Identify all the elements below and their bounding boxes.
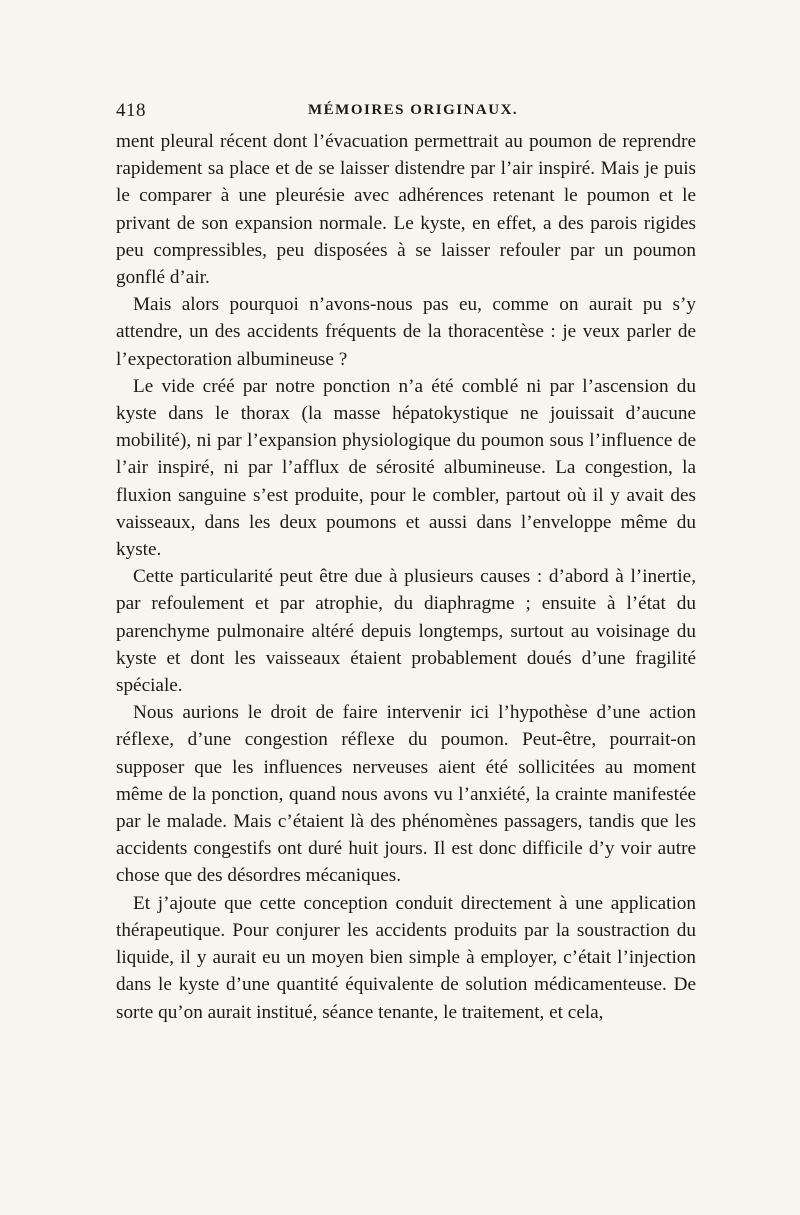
paragraph-5: Nous aurions le droit de faire intervenir ici l’hypothèse d’une action réflexe, d’une congestion réflexe du poumon. Peut-être, pourrait-on supposer que les influences nerveuses aient été sollicitées au moment même de la ponction, quand nous avons vu l’anxiété, la crainte manifestée par le malade. Mais c’étaient là des phénomènes passagers, tandis que les accidents congestifs ont duré huit jours. Il est donc difficile d’y voir autre chose que des désordres mécaniques. (116, 702, 696, 887)
page-number: 418 (116, 100, 146, 121)
paragraph-6: Et j’ajoute que cette conception conduit directement à une application thérapeutique. Pour conjurer les accidents produits par la soustraction du liquide, il y aurait eu un moyen bien simple à employer, c’était l’injection dans le kyste d’une quantité équivalente de solution médicamenteuse. De sorte qu’on aurait institué, séance tenante, le traitement, et cela, (116, 892, 696, 1023)
paragraph-3: Le vide créé par notre ponction n’a été comblé ni par l’ascension du kyste dans le thorax (la masse hépatokystique ne jouissait d’aucune mobilité), ni par l’expansion physiologique du poumon sous l’influence de l’air inspiré, ni par l’afflux de sérosité albumineuse. La congestion, la fluxion sanguine s’est produite, pour le combler, partout où il y avait des vaisseaux, dans les deux poumons et aussi dans l’enveloppe même du kyste. (116, 375, 696, 561)
paragraph-2: Mais alors pourquoi n’avons-nous pas eu, comme on aurait pu s’y attendre, un des accidents fréquents de la thoracentèse : je veux parler de l’expectoration albumineuse ? (116, 294, 696, 370)
paragraph-1: ment pleural récent dont l’évacuation permettrait au poumon de reprendre rapidement sa place et de se laisser distendre par l’air inspiré. Mais je puis le comparer à une pleurésie avec adhérences retenant le poumon et le privant de son expansion normale. Le kyste, en effet, a des parois rigides peu compressibles, peu disposées à se laisser refouler par un poumon gonflé d’air. (116, 131, 696, 289)
page-header (116, 100, 696, 128)
paragraph-4: Cette particularité peut être due à plusieurs causes : d’abord à l’inertie, par refoulement et par atrophie, du diaphragme ; ensuite à l’état du parenchyme pulmonaire altéré depuis longtemps, surtout au voisinage du kyste et dont les vaisseaux étaient probablement doués d’une fragilité spéciale. (116, 566, 696, 697)
body-text (116, 128, 696, 1026)
running-head: MÉMOIRES ORIGINAUX. (308, 102, 519, 118)
